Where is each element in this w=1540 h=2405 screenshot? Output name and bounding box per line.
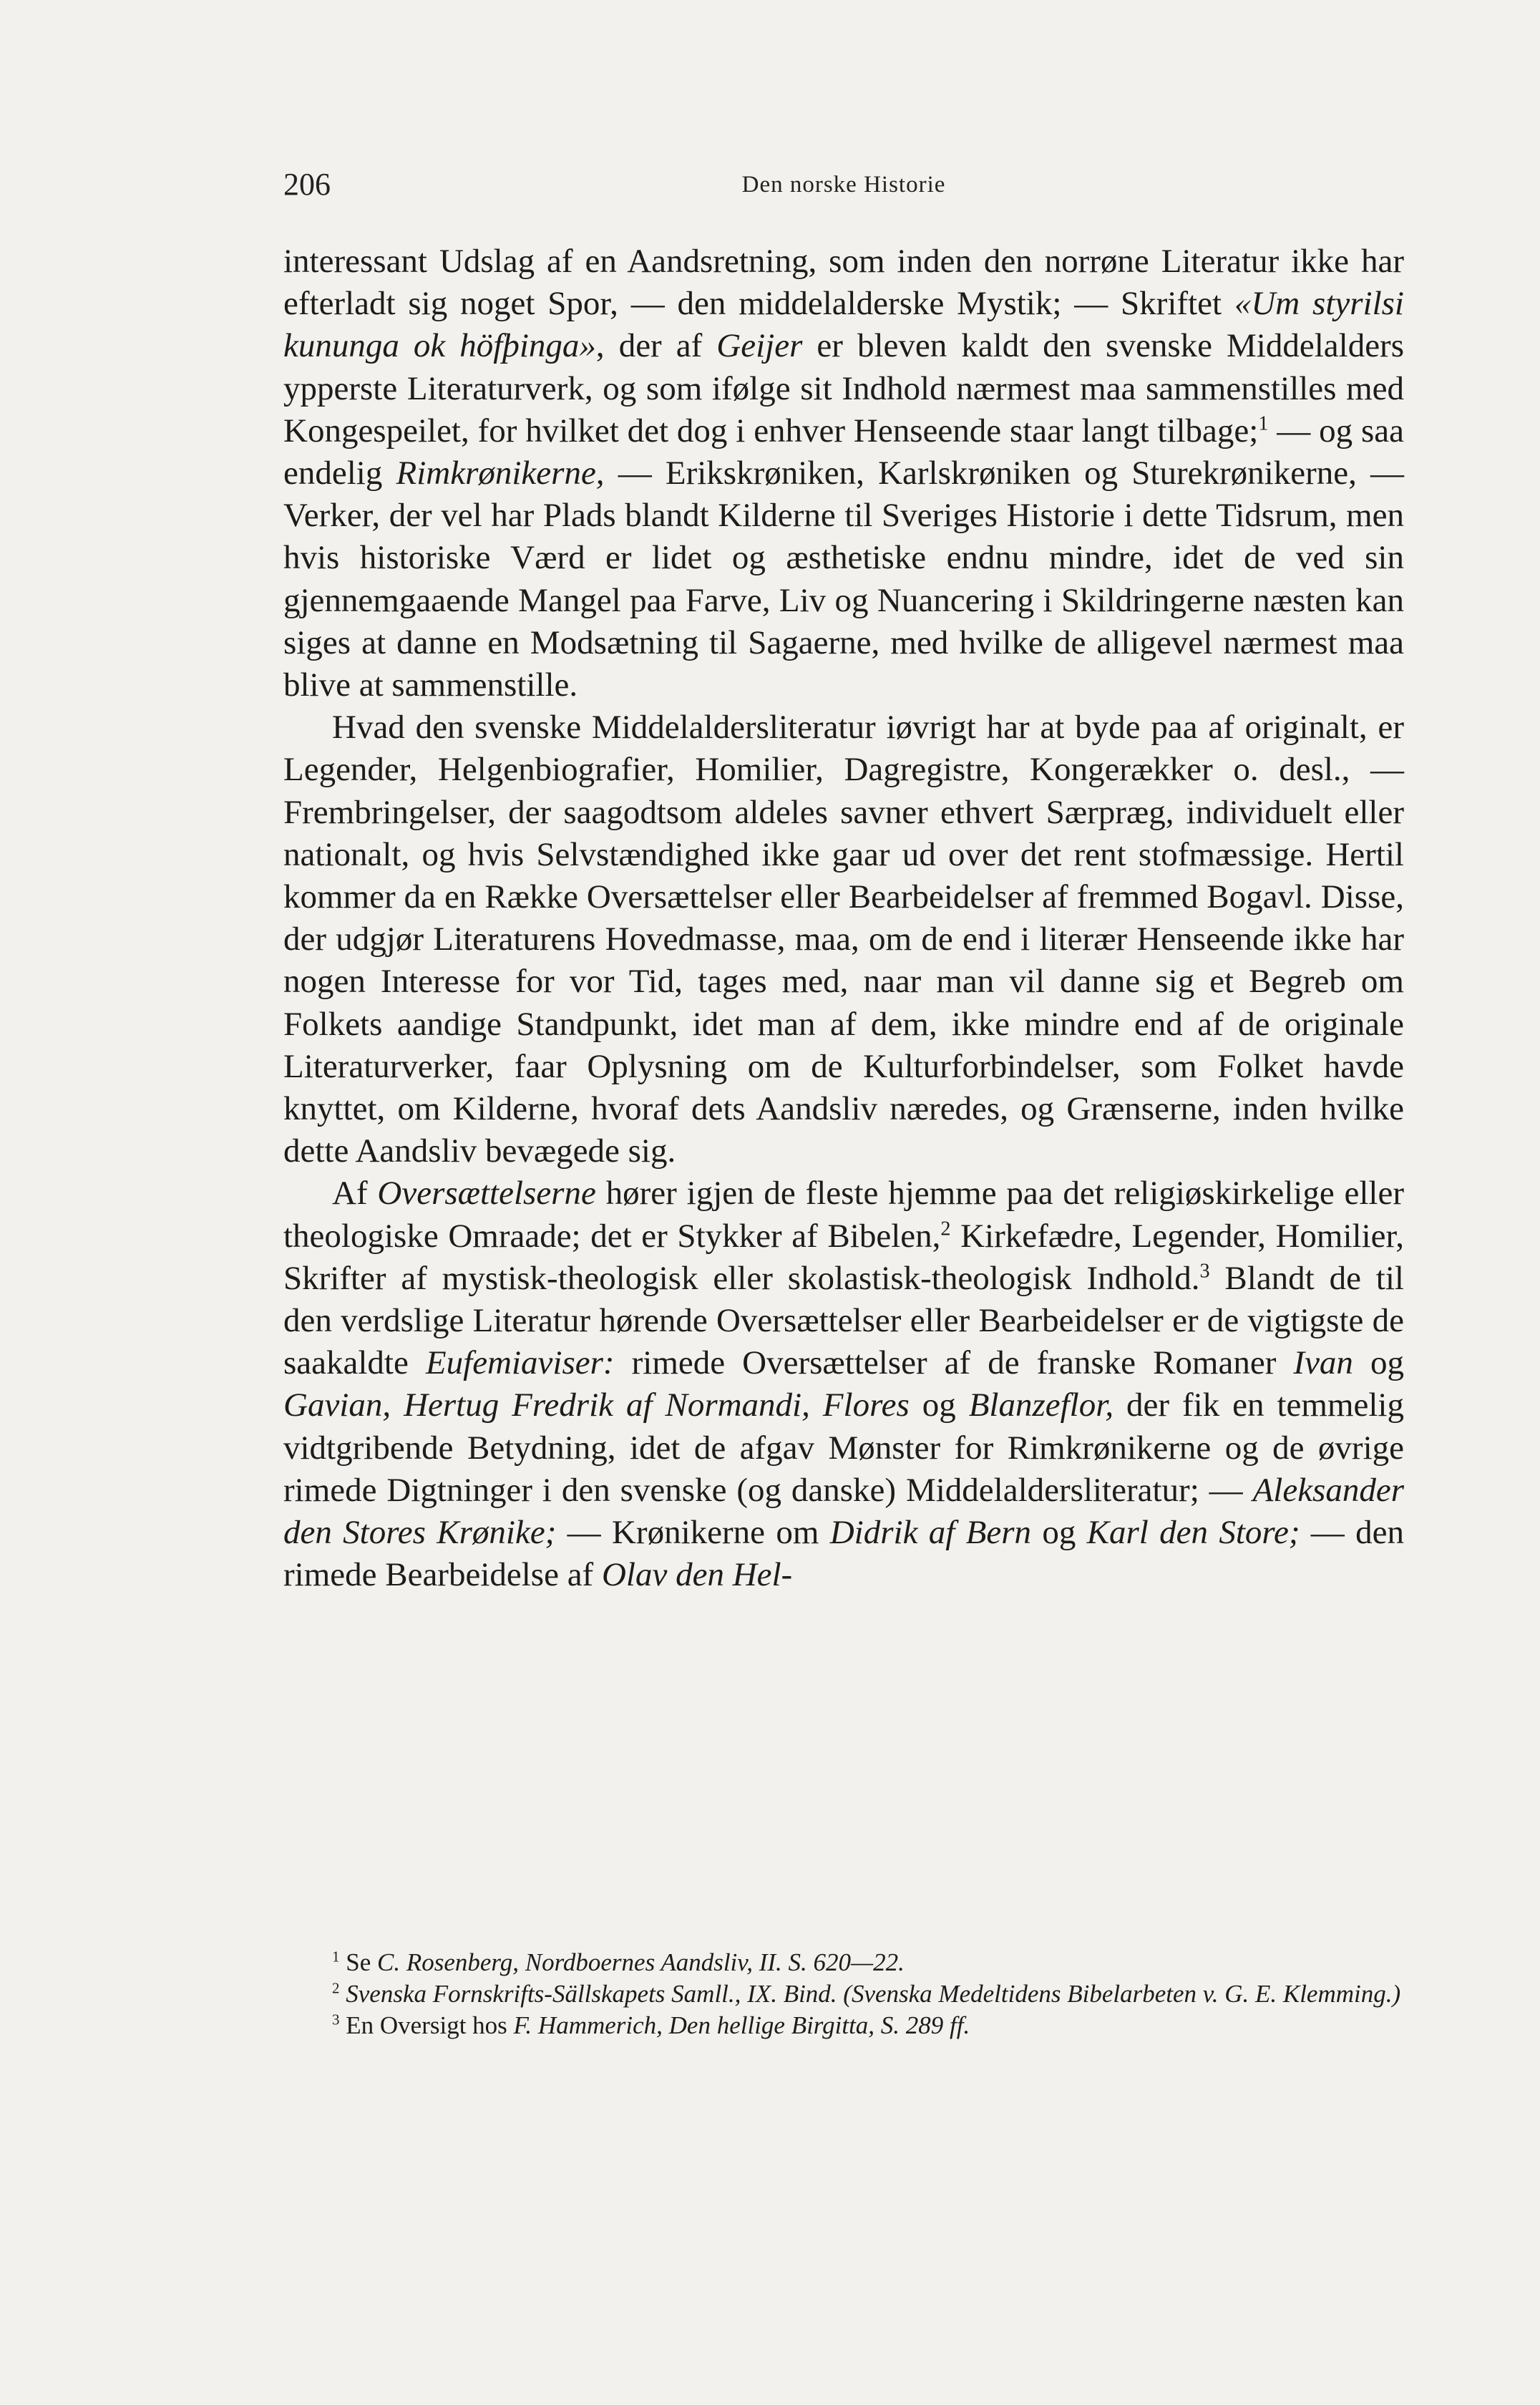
citation: F. Hammerich, Den hellige Birgitta, S. 289 ff. [513, 2011, 970, 2039]
text-run: hører igjen de fleste hjemme paa det religiøskirkelige eller theologiske Omraade; det er Stykker af Bibelen, [283, 1175, 1404, 1255]
footnote-mark: 1 [332, 1948, 340, 1966]
italic-title: Ivan [1293, 1344, 1353, 1382]
italic-term: Rimkrønikerne, [396, 455, 605, 492]
text-run: — Erikskrøniken, Karlskrøniken og Sturekrønikerne, — Verker, der vel har Plads blandt Kilderne til Sveriges Historie i dette Tidsrum, men hvis historiske Værd er lidet og æsthetiske endnu mindre, idet de ved sin gjennemgaaende Mangel paa Farve, Liv og Nuancering i Skildringerne næsten kan siges at danne en Modsætning til Sagaerne, med hvilke de alligevel nærmest maa blive at sammenstille. [283, 455, 1404, 704]
main-text [283, 240, 1404, 1597]
italic-title: Didrik af Bern [829, 1514, 1031, 1552]
italic-title: «Um styrilsi kununga ok höfþinga» [283, 285, 1404, 365]
text-run: interessant Udslag af en Aandsretning, som inden den norrøne Literatur ikke har efterladt sig noget Spor, — den middelalderske Mystik; — Skriftet [283, 243, 1404, 323]
footnote-3 [283, 2010, 1404, 2041]
paragraph-1 [283, 240, 1404, 706]
footnote-ref: 3 [1199, 1260, 1210, 1283]
footnote-1 [283, 1947, 1404, 1978]
footnote-ref: 2 [940, 1218, 951, 1240]
italic-title: Olav den Hel- [601, 1556, 793, 1594]
text-run: er bleven kaldt den svenske Middelalders ypperste Literaturverk, og som ifølge sit Indhold nærmest maa sammenstilles med Kongespeilet, for hvilket det dog i enhver Henseende staar langt tilbage; [283, 327, 1405, 450]
text-run: En Oversigt hos [339, 2011, 514, 2039]
page-header [283, 166, 1404, 216]
text-run: — og saa endelig [283, 412, 1405, 492]
text-run: Af [332, 1175, 378, 1213]
text-run: Se [339, 1948, 377, 1976]
footnote-mark: 3 [332, 2011, 340, 2029]
text-run: og [1031, 1514, 1087, 1552]
page-number: 206 [283, 167, 331, 202]
text-run: , der af [595, 327, 717, 365]
italic-title: Gavian, Hertug Fredrik af Normandi, Flores [283, 1386, 910, 1424]
footnotes [283, 1947, 1404, 2041]
text-run: — Krønikerne om [556, 1514, 830, 1552]
paragraph-2: Hvad den svenske Middelaldersliteratur iøvrigt har at byde paa af originalt, er Legender, Helgenbiografier, Homilier, Dagregistre, Kongerækker o. desl., — Frembringelser, der saagodtsom aldeles savner ethvert Særpræg, individuelt eller nationalt, og hvis Selvstændighed ikke gaar ud over det rent stofmæssige. Hertil kommer da en Række Oversættelser eller Bearbeidelser af fremmed Bogavl. Disse, der udgjør Literaturens Hovedmasse, maa, om de end i literær Henseende ikke har nogen Interesse for vor Tid, tages med, naar man vil danne sig et Begreb om Folkets aandige Standpunkt, idet man af dem, ikke mindre end af de originale Literaturverker, faar Oplysning om de Kulturforbindelser, som Folket havde knyttet, om Kilderne, hvoraf dets Aandsliv næredes, og Grænserne, inden hvilke dette Aandsliv bevægede sig. [283, 709, 1404, 1170]
italic-title: Karl den Store; [1086, 1514, 1300, 1552]
text-run: Blandt de til den verdslige Literatur hørende Oversættelser eller Bearbeidelser er de vigtigste de saakaldte [283, 1259, 1404, 1382]
footnote-ref: 1 [1258, 412, 1269, 435]
italic-title: Aleksander den Stores Krønike; [283, 1471, 1404, 1552]
italic-name: Geijer [716, 327, 803, 365]
italic-term: Eufemiaviser: [425, 1344, 615, 1382]
text-run: rimede Oversættelser af de franske Romaner [614, 1344, 1294, 1382]
italic-title: Blanzeflor, [968, 1386, 1114, 1424]
text-run: — den rimede Bearbeidelse af [283, 1514, 1404, 1594]
text-run: og [909, 1386, 969, 1424]
text-run: og [1353, 1344, 1405, 1382]
text-run: Kirkefædre, Legender, Homilier, Skrifter af mystisk-theologisk eller skolastisk-theologisk Indhold. [283, 1217, 1405, 1297]
footnote-mark: 2 [332, 1979, 340, 1997]
italic-term: Oversættelserne [377, 1175, 596, 1213]
citation: C. Rosenberg, Nordboernes Aandsliv, II. S. 620—22. [377, 1948, 905, 1976]
running-title: Den norske Historie [741, 172, 946, 198]
citation: Svenska Fornskrifts-Sällskapets Samll., IX. Bind. (Svenska Medeltidens Bibelarbeten v. G. E. Klemming.) [339, 1980, 1401, 2008]
footnote-2 [283, 1978, 1404, 2010]
text-run: der fik en temmelig vidtgribende Betydning, idet de afgav Mønster for Rimkrønikerne og de øvrige rimede Digtninger i den svenske (og danske) Middelaldersliteratur; — [283, 1386, 1404, 1509]
paragraph-3 [283, 1172, 1404, 1596]
